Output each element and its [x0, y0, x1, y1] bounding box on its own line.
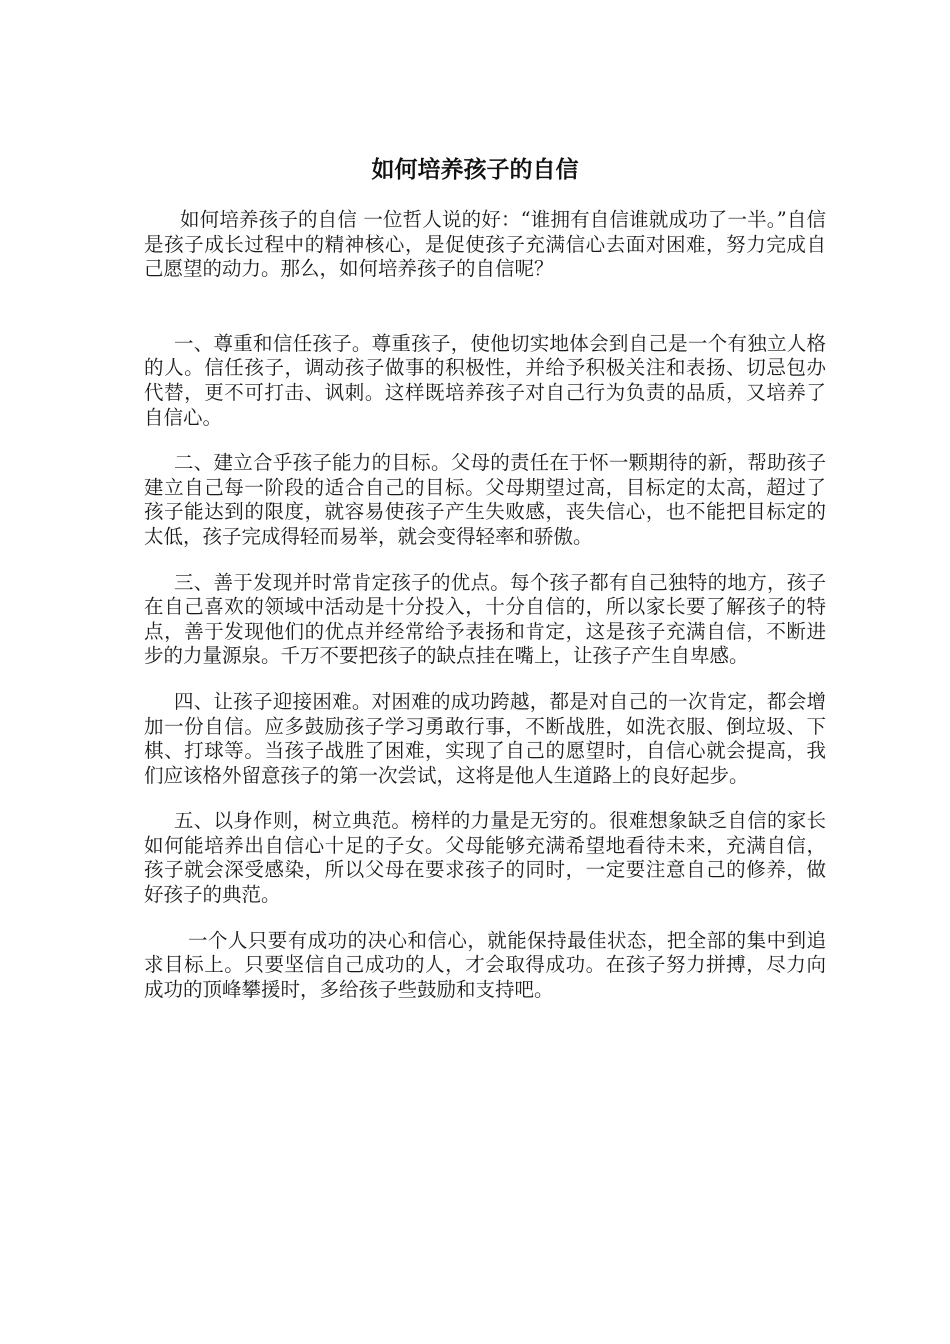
- conclusion-paragraph: 一个人只要有成功的决心和信心，就能保持最佳状态，把全部的集中到追求目标上。只要坚信自己成功的人，才会取得成功。在孩子努力拼搏，尽力向成功的顶峰攀援时，多给孩子些鼓励和支持吧。: [144, 928, 826, 1001]
- point-1-paragraph: 一、尊重和信任孩子。尊重孩子，使他切实地体会到自己是一个有独立人格的人。信任孩子，调动孩子做事的积极性，并给予积极关注和表扬、切忌包办代替，更不可打击、讽刺。这样既培养孩子对自己行为负责的品质，又培养了自信心。: [144, 331, 826, 429]
- document-title: 如何培养孩子的自信: [371, 157, 579, 183]
- point-4-paragraph: 四、让孩子迎接困难。对困难的成功跨越，都是对自己的一次肯定，都会增加一份自信。应多鼓励孩子学习勇敢行事，不断战胜，如洗衣服、倒垃圾、下棋、打球等。当孩子战胜了困难，实现了自己的愿望时，自信心就会提高，我们应该格外留意孩子的第一次尝试，这将是他人生道路上的良好起步。: [144, 689, 826, 787]
- point-3-paragraph: 三、善于发现并时常肯定孩子的优点。每个孩子都有自己独特的地方，孩子在自己喜欢的领域中活动是十分投入，十分自信的，所以家长要了解孩子的特点，善于发现他们的优点并经常给予表扬和肯定，这是孩子充满自信，不断进步的力量源泉。千万不要把孩子的缺点挂在嘴上，让孩子产生自卑感。: [144, 570, 826, 668]
- intro-paragraph: 如何培养孩子的自信 一位哲人说的好：“谁拥有自信谁就成功了一半。”自信是孩子成长过程中的精神核心，是促使孩子充满信心去面对困难，努力完成自己愿望的动力。那么，如何培养孩子的自信呢？: [144, 208, 826, 281]
- document-body: [144, 208, 826, 1002]
- point-5-paragraph: 五、以身作则，树立典范。榜样的力量是无穷的。很难想象缺乏自信的家长如何能培养出自信心十足的子女。父母能够充满希望地看待未来，充满自信，孩子就会深受感染，所以父母在要求孩子的同时，一定要注意自己的修养，做好孩子的典范。: [144, 809, 826, 907]
- point-2-paragraph: 二、建立合乎孩子能力的目标。父母的责任在于怀一颗期待的新，帮助孩子建立自己每一阶段的适合自己的目标。父母期望过高，目标定的太高，超过了孩子能达到的限度，就容易使孩子产生失败感，丧失信心，也不能把目标定的太低，孩子完成得轻而易举，就会变得轻率和骄傲。: [144, 451, 826, 548]
